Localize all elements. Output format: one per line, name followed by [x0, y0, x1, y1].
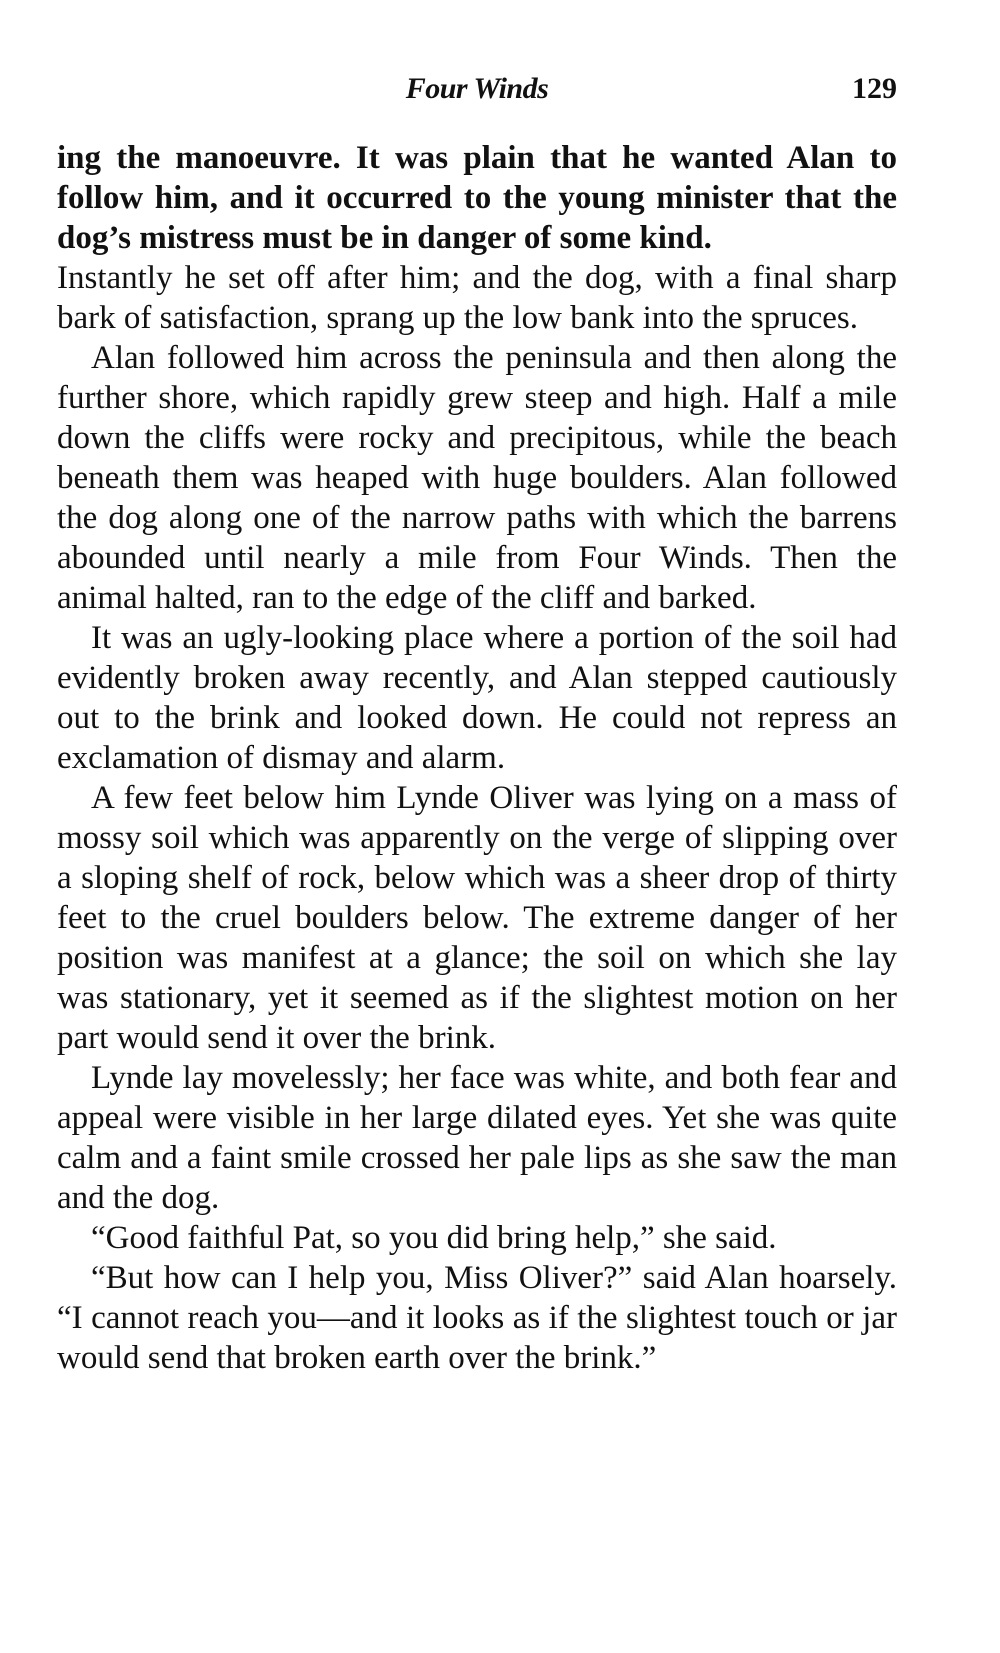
body-text [57, 138, 897, 1378]
paragraph: A few feet below him Lynde Oliver was lying on a mass of mossy soil which was apparently on the verge of slipping over a sloping shelf of rock, below which was a sheer drop of thirty feet to the cruel boulders below. The extreme danger of her position was manifest at a glance; the soil on which she lay was stationary, yet it seemed as if the slightest motion on her part would send it over the brink. [57, 780, 897, 1056]
paragraph: Alan followed him across the peninsula and then along the further shore, which rapidly grew steep and high. Half a mile down the cliffs were rocky and precipitous, while the beach beneath them was heaped with huge boulders. Alan followed the dog along one of the narrow paths with which the barrens abounded until nearly a mile from Four Winds. Then the animal halted, ran to the edge of the cliff and barked. [57, 340, 897, 616]
running-head [57, 70, 897, 114]
paragraph: Lynde lay movelessly; her face was white, and both fear and appeal were visible in her large dilated eyes. Yet she was quite calm and a faint smile crossed her pale lips as she saw the man and the dog. [57, 1060, 897, 1216]
book-page [57, 70, 897, 1378]
paragraph: “Good faithful Pat, so you did bring help,” she said. [91, 1220, 777, 1256]
running-title: Four Winds [405, 72, 549, 105]
page-number: 129 [852, 72, 897, 105]
paragraph: It was an ugly-looking place where a portion of the soil had evidently broken away recently, and Alan stepped cautiously out to the brink and looked down. He could not repress an exclamation of dismay and alarm. [57, 620, 897, 776]
paragraph: “But how can I help you, Miss Oliver?” said Alan hoarsely. “I cannot reach you—and it looks as if the slightest touch or jar would send that broken earth over the brink.” [57, 1260, 897, 1376]
paragraph: Instantly he set off after him; and the dog, with a final sharp bark of satisfaction, sprang up the low bank into the spruces. [57, 260, 897, 336]
paragraph-continued: ing the manoeuvre. It was plain that he wanted Alan to follow him, and it occurred to the young minister that the dog’s mistress must be in danger of some kind. [57, 140, 897, 256]
